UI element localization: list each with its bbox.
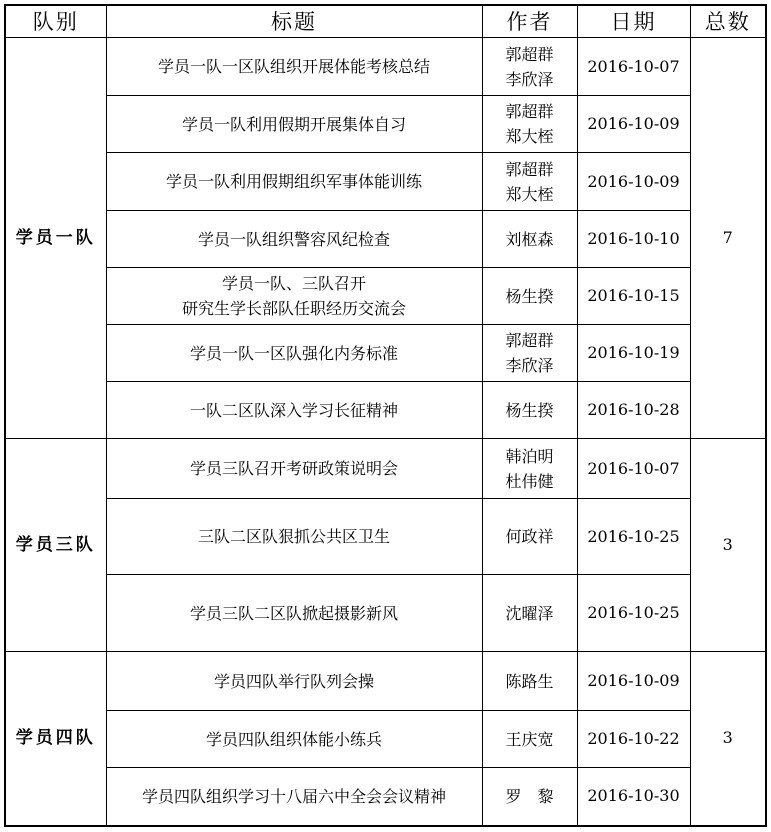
title-cell: 学员三队二区队掀起摄影新风 xyxy=(106,575,482,652)
author-cell: 沈曜泽 xyxy=(482,575,577,652)
author-cell: 杨生揆 xyxy=(482,382,577,439)
table-row xyxy=(5,768,766,826)
header-team: 队别 xyxy=(5,5,106,38)
title-cell: 学员一队一区队组织开展体能考核总结 xyxy=(106,38,482,96)
title-cell: 学员一队、三队召开 研究生学长部队任职经历交流会 xyxy=(106,268,482,325)
team-cell: 学员四队 xyxy=(5,652,106,826)
title-cell: 三队二区队狠抓公共区卫生 xyxy=(106,499,482,575)
title-cell: 学员一队一区队强化内务标准 xyxy=(106,325,482,382)
title-cell: 学员三队召开考研政策说明会 xyxy=(106,439,482,499)
total-cell: 7 xyxy=(690,38,766,439)
date-cell: 2016-10-25 xyxy=(577,499,690,575)
author-cell: 何政祥 xyxy=(482,499,577,575)
article-table xyxy=(4,4,767,827)
title-cell: 学员一队利用假期组织军事体能训练 xyxy=(106,153,482,211)
title-cell: 学员四队组织学习十八届六中全会会议精神 xyxy=(106,768,482,826)
author-cell: 韩泊明 杜伟健 xyxy=(482,439,577,499)
team-cell: 学员三队 xyxy=(5,439,106,652)
date-cell: 2016-10-22 xyxy=(577,711,690,768)
date-cell: 2016-10-09 xyxy=(577,153,690,211)
table-row xyxy=(5,382,766,439)
author-cell: 罗 黎 xyxy=(482,768,577,826)
date-cell: 2016-10-09 xyxy=(577,652,690,711)
author-cell: 刘枢森 xyxy=(482,211,577,268)
table-row xyxy=(5,575,766,652)
author-cell: 陈路生 xyxy=(482,652,577,711)
table-row xyxy=(5,439,766,499)
title-cell: 学员四队组织体能小练兵 xyxy=(106,711,482,768)
table-row xyxy=(5,325,766,382)
table-row xyxy=(5,38,766,96)
author-cell: 王庆宽 xyxy=(482,711,577,768)
date-cell: 2016-10-30 xyxy=(577,768,690,826)
header-title: 标题 xyxy=(106,5,482,38)
date-cell: 2016-10-28 xyxy=(577,382,690,439)
table-row xyxy=(5,499,766,575)
date-cell: 2016-10-25 xyxy=(577,575,690,652)
author-cell: 郭超群 李欣泽 xyxy=(482,38,577,96)
date-cell: 2016-10-07 xyxy=(577,38,690,96)
date-cell: 2016-10-09 xyxy=(577,96,690,153)
date-cell: 2016-10-07 xyxy=(577,439,690,499)
author-cell: 郭超群 李欣泽 xyxy=(482,325,577,382)
table-row xyxy=(5,211,766,268)
date-cell: 2016-10-19 xyxy=(577,325,690,382)
title-cell: 学员四队举行队列会操 xyxy=(106,652,482,711)
date-cell: 2016-10-10 xyxy=(577,211,690,268)
table-row xyxy=(5,153,766,211)
author-cell: 郭超群 郑大桎 xyxy=(482,96,577,153)
header-date: 日期 xyxy=(577,5,690,38)
table-row xyxy=(5,96,766,153)
title-cell: 一队二区队深入学习长征精神 xyxy=(106,382,482,439)
author-cell: 郭超群 郑大桎 xyxy=(482,153,577,211)
header-author: 作者 xyxy=(482,5,577,38)
header-total: 总数 xyxy=(690,5,766,38)
total-cell: 3 xyxy=(690,439,766,652)
table-row xyxy=(5,652,766,711)
header-row xyxy=(5,5,766,38)
date-cell: 2016-10-15 xyxy=(577,268,690,325)
table-row xyxy=(5,711,766,768)
title-cell: 学员一队利用假期开展集体自习 xyxy=(106,96,482,153)
total-cell: 3 xyxy=(690,652,766,826)
author-cell: 杨生揆 xyxy=(482,268,577,325)
table-row xyxy=(5,268,766,325)
title-cell: 学员一队组织警容风纪检查 xyxy=(106,211,482,268)
team-cell: 学员一队 xyxy=(5,38,106,439)
